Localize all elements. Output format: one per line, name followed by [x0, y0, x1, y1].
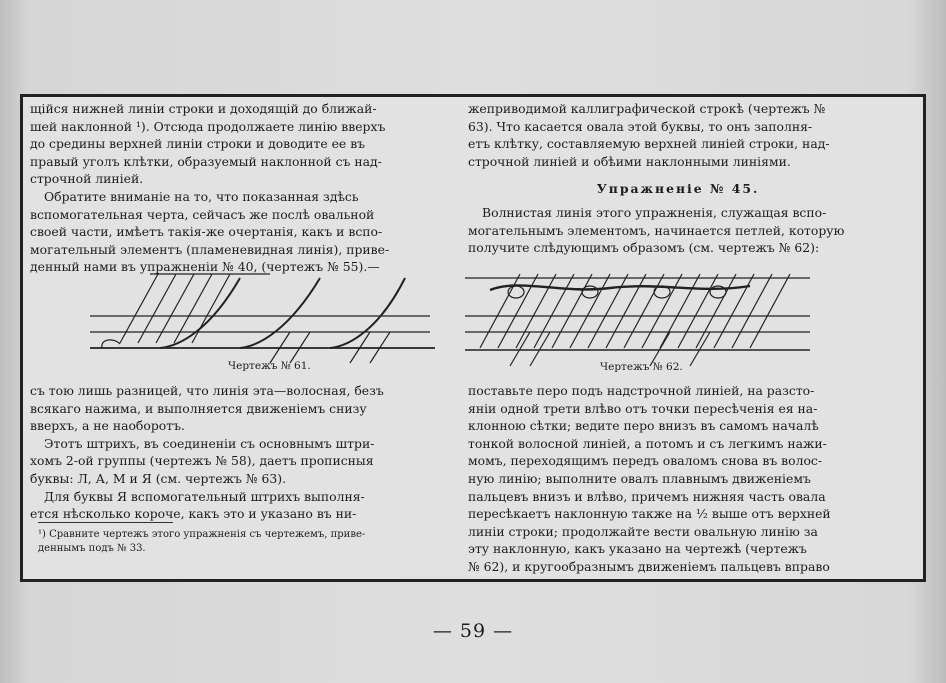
paragraph: съ тою лишь разницей, что линія эта—волосная, безъ всякаго нажима, и выполняется движеніемъ снизу вверхъ, а не наоборотъ.	[30, 383, 384, 434]
paragraph: щійся нижней линіи строки и доходящій до ближай- шей наклонной ¹). Отсюда продолжаете линію вверхъ до средины верхней линіи строки и доводите ее въ правый уголъ клѣтки, образуемый наклонной съ над- строчной линіей.	[30, 101, 386, 187]
left-column-top	[30, 100, 445, 276]
drawing-62	[465, 274, 810, 366]
right-column-bottom	[468, 382, 888, 576]
caption-drawing-61: Чертежъ № 61.	[228, 360, 311, 372]
caption-drawing-62: Чертежъ № 62.	[600, 361, 683, 373]
drawing-61	[90, 274, 435, 363]
paragraph: Волнистая линія этого упражненія, служащая вспо- могательнымъ элементомъ, начинается петлей, которую получите слѣдующимъ образомъ (см. чертежъ № 62):	[468, 204, 845, 256]
page-number: — 59 —	[432, 620, 514, 642]
calligraphy-drawings	[90, 268, 880, 378]
right-column-top	[468, 100, 888, 257]
paragraph: Для буквы Я вспомогательный штрихъ выполня- ется нѣсколько короче, какъ это и указано въ ни-	[30, 488, 365, 522]
paragraph: поставьте перо подъ надстрочной линіей, на разсто- яніи одной трети влѣво отъ точки пересѣченія ея на- клонною сѣтки; ведите перо внизъ въ самомъ началѣ тонкой волосной линіей, а потомъ и съ легкимъ нажи- момъ, переходящимъ передъ оваломъ снова въ волос- ную линію; выполните овалъ плавнымъ движеніемъ пальцевъ внизъ и влѣво, причемъ нижняя часть овала пересѣкаетъ наклонную также на ½ выше отъ верхней линіи строки; продолжайте вести овальную линію за эту наклонную, какъ указано на чертежѣ (чертежъ № 62), и кругообразнымъ движеніемъ пальцевъ вправо	[468, 383, 831, 574]
left-column-bottom	[30, 382, 445, 523]
footnote-rule	[38, 522, 173, 523]
paragraph: жеприводимой каллиграфической строкѣ (чертежъ № 63). Что касается овала этой буквы, то онъ заполня- етъ клѣтку, составляемую верхней линіей строки, над- строчной линіей и обѣими наклонными линіями.	[468, 101, 830, 169]
paragraph: Этотъ штрихъ, въ соединеніи съ основнымъ штри- хомъ 2-ой группы (чертежъ № 58), даетъ прописныя буквы: Л, А, М и Я (см. чертежъ № 63).	[30, 435, 375, 486]
paragraph: Обратите вниманіе на то, что показанная здѣсь вспомогательная черта, сейчасъ же послѣ овальной своей части, имѣетъ такія-же очертанія, какъ и вспо- могательный элементъ (пламеневидная линія), приве- денный нами въ упражненіи № 40, (чертежъ № 55).—	[30, 188, 390, 275]
footnote: ¹) Сравните чертежъ этого упражненія съ чертежемъ, приве- деннымъ подъ № 33.	[38, 529, 366, 554]
exercise-heading: Упражненіе № 45.	[596, 181, 760, 197]
